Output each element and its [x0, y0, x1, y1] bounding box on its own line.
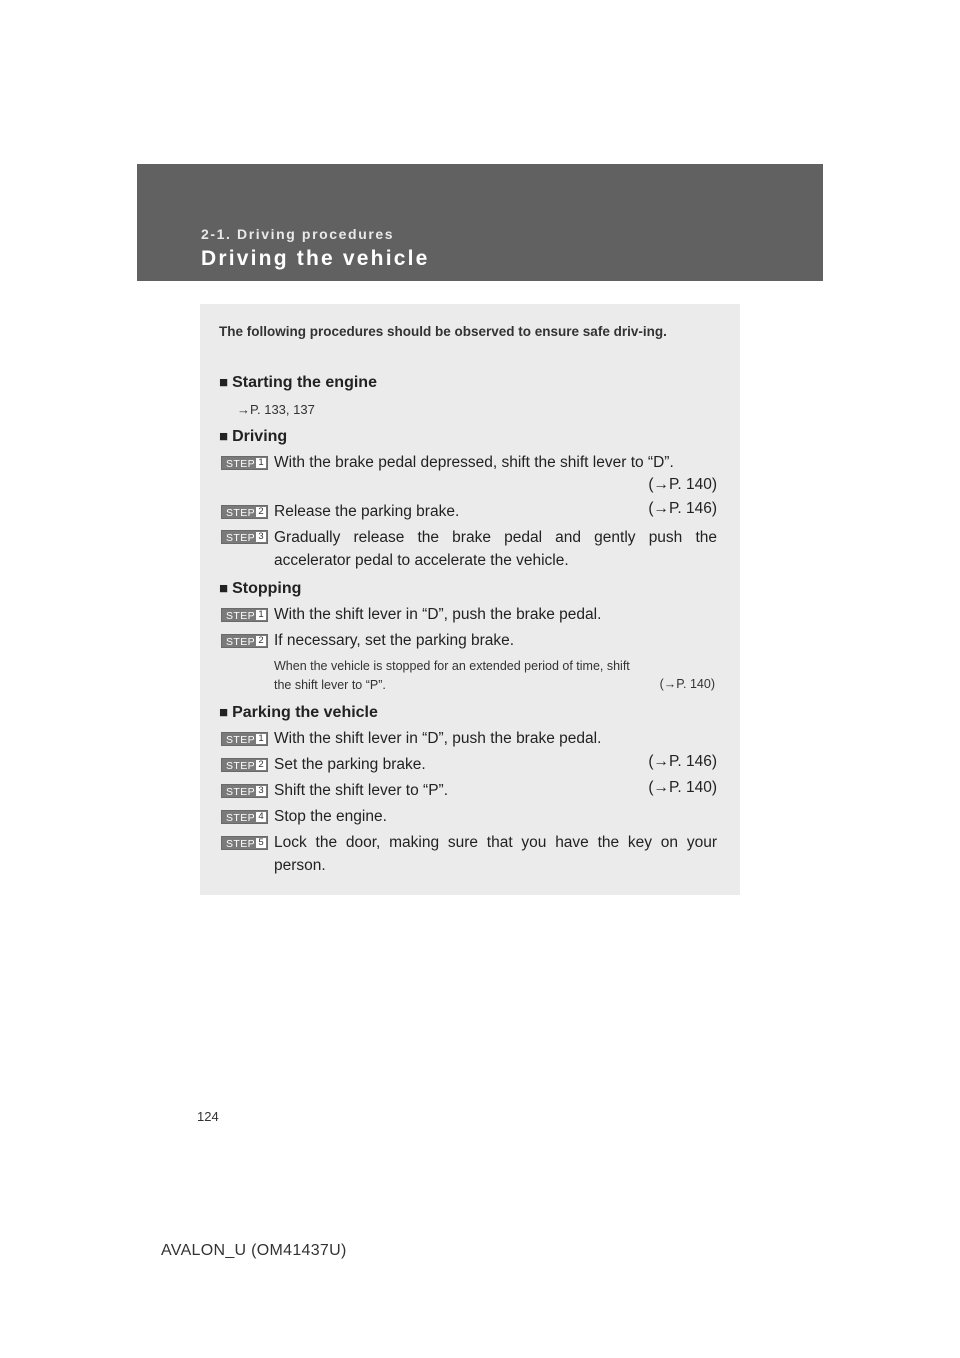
chapter-header-band: [137, 164, 823, 281]
starting-ref: →P. 133, 137: [237, 402, 315, 417]
section-label: 2-1. Driving procedures: [201, 226, 395, 242]
step-text: With the brake pedal depressed, shift the shift lever to “D”.: [274, 454, 674, 471]
step-badge: STEP 1: [221, 608, 268, 622]
procedure-box: [200, 304, 740, 895]
step-badge: STEP 1: [221, 732, 268, 746]
step-badge: STEP 5: [221, 836, 268, 850]
step-text: Shift the shift lever to “P”.: [274, 782, 449, 799]
step-badge: STEP 1: [221, 456, 268, 470]
step-text: If necessary, set the parking brake.: [274, 632, 515, 649]
note-line: the shift lever to “P”.: [274, 678, 386, 692]
step-badge: STEP 3: [221, 784, 268, 798]
page-title: Driving the vehicle: [201, 247, 430, 270]
step-ref: (→P. 140): [648, 476, 717, 493]
step-badge: STEP 4: [221, 810, 268, 824]
square-bullet-icon: ■: [219, 580, 229, 597]
heading-driving: ■ Driving: [219, 428, 288, 445]
square-bullet-icon: ■: [219, 374, 229, 391]
step-badge: STEP 2: [221, 505, 268, 519]
step-text: Release the parking brake.: [274, 503, 460, 520]
step-text: With the shift lever in “D”, push the brake pedal.: [274, 730, 602, 747]
step-text: Lock the door, making sure that you have the key on your person.: [274, 834, 717, 874]
step-badge: STEP 2: [221, 758, 268, 772]
step-text: Stop the engine.: [274, 808, 387, 825]
step-text: Gradually release the brake pedal and gently push the accelerator pedal to accelerate the vehicle.: [274, 529, 717, 569]
page-number: 124: [197, 1109, 219, 1124]
heading-stopping: ■ Stopping: [219, 580, 302, 597]
step-badge: STEP 3: [221, 530, 268, 544]
step-badge: STEP 2: [221, 634, 268, 648]
heading-parking: ■ Parking the vehicle: [219, 704, 378, 721]
square-bullet-icon: ■: [219, 428, 229, 445]
step-ref: (→P. 146): [648, 753, 717, 770]
step-text: Set the parking brake.: [274, 756, 426, 773]
heading-starting-engine: ■ Starting the engine: [219, 374, 377, 391]
intro-text: The following procedures should be observed to ensure safe driv-ing.: [219, 324, 667, 339]
step-ref: (→P. 146): [648, 500, 717, 517]
note-line: When the vehicle is stopped for an extended period of time, shift: [274, 659, 630, 673]
step-ref: (→P. 140): [648, 779, 717, 796]
square-bullet-icon: ■: [219, 704, 229, 721]
footer-manual-code: AVALON_U (OM41437U): [161, 1242, 347, 1259]
step-text: With the shift lever in “D”, push the brake pedal.: [274, 606, 602, 623]
note-ref: (→P. 140): [659, 677, 715, 691]
